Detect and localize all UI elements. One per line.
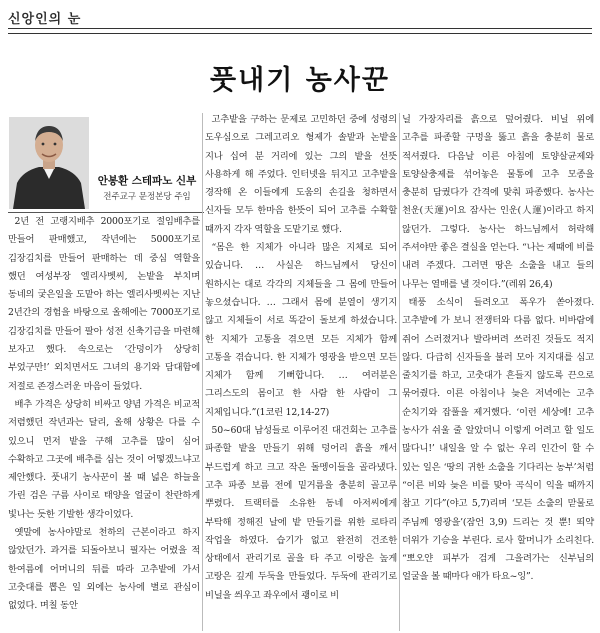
section-label: 신앙인의 눈 <box>8 12 82 27</box>
author-name: 안봉환 스테파노 신부 <box>97 175 197 187</box>
article-headline: 풋내기 농사꾼 <box>210 65 390 96</box>
article-column-3 <box>402 111 594 631</box>
paragraph: 배추 가격은 상당히 비싸고 양념 가격은 비교적 저렴했던 작년과는 달리, 올해 상황은 다를 수 있으니 먼저 밭을 구해 고추를 많이 심어 수확하고 그곳에 배추를 심는 것이 어떻겠느냐고 제안했다. 풋내기 농사꾼이 볼 때 넓은 하늘을 가린 검은 구름 사이로 태양을 얼굴이 찬란하게 빛나는 듯한 기발한 생각이었다. <box>8 398 200 520</box>
author-photo <box>9 117 89 209</box>
paragraph: 고추밭을 구하는 문제로 고민하던 중에 성령의 도우심으로 그레고리오 형제가 솔밭과 논밭을 지나 십여 분 거리에 있는 그의 밭을 선뜻 사용하게 해 주었다. 인터넷을 뒤지고 고추밭을 경작해 온 이들에게 도움의 손길을 청하면서 신자들 모두 한마음 한뜻이 되어 고추를 수확할 때까지 각자 역할을 도맡기로 했다. <box>205 114 397 235</box>
header-rule <box>8 28 592 34</box>
author-title: 전주교구 문정본당 주임 <box>103 192 191 202</box>
paragraph: 옛말에 농사야말로 천하의 근본이라고 하지 않았던가. 과거를 되돌아보니 필자는 어렸을 적 한여름에 어머니의 뒤를 따라 고추밭에 가서 고춧대를 뽑은 일 외에는 농사에 별로 관심이 없었다. 며칠 동안 <box>8 527 200 612</box>
paragraph: 50~60대 남성들로 이루어진 대건회는 고추를 파종할 밭을 만들기 위해 덩어리 흙을 깨서 부드럽게 하고 크고 작은 돌멩이들을 골라냈다. 고추 파종 보름 전에 밑거름을 충분히 골고루 뿌렸다. 트랙터를 소유한 동네 아저씨에게 부탁해 정해진 날에 밭 만들기를 위한 로타리 작업을 하였다. 습기가 없고 완전히 건조한 상태에서 관리기로 골을 타 주고 이랑은 높게 고랑은 깊게 두둑을 만들었다. 두둑에 관리기로 비닐을 씌우고 좌우에서 괭이로 비 <box>205 425 397 601</box>
paragraph: “몸은 한 지체가 아니라 많은 지체로 되어 있습니다. … 사실은 하느님께서 당신이 원하시는 대로 각각의 지체들을 그 몸에 만들어 놓으셨습니다. … 그래서 몸에 분열이 생기지 않고 지체들이 서로 똑같이 돌보게 하셨습니다. 한 지체가 고통을 겪으면 모든 지체가 함께 고통을 겪습니다. 한 지체가 영광을 받으면 모든 지체가 함께 기뻐합니다. … 여러분은 그리스도의 몸이고 한 사람 한 사람이 그 지체입니다.”(1코린 12,14-27) <box>205 242 397 418</box>
article-column-2 <box>205 111 397 631</box>
column-divider <box>399 113 400 631</box>
paragraph: 닐 가장자리를 흙으로 덮어줬다. 비닐 위에 고추를 파종할 구멍을 뚫고 흙을 충분히 물로 적셔줬다. 다음날 이른 아침에 토양살균제와 토양살충제를 섞어놓은 물통에 고추 모종을 충분히 담궜다가 간격에 맞춰 파종했다. 농사는 천운(天運)이요 잠사는 인운(人運)이라고 하지 않던가. 그렇다. 농사는 하느님께서 허락해 주셔야만 좋은 결실을 얻는다. “나는 제때에 비를 내려 주겠다. 그러면 땅은 소출을 내고 들의 나무는 열매를 낼 것이다.”(레위 26,4) <box>402 114 594 290</box>
column-divider <box>202 113 203 631</box>
article-column-1 <box>8 213 200 631</box>
paragraph: 태풍 소식이 들려오고 폭우가 쏟아졌다. 고추밭에 가 보니 전쟁터와 다름 없다. 비바람에 쥐어 스러졌거나 발라버려 쓰러진 것들도 적지 않다. 다급히 신자들을 불러 모아 지지대를 심고 줄치기를 하고, 고춧대가 흔들지 않도록 끈으로 묶어줬다. 이른 아침이나 늦은 저녁에는 고추 순치기와 잡풀을 제거했다. ‘이런 세상에! 고추 농사가 쉬울 줄 알았더니 이렇게 어려고 할 일도 많다니!’ 내일을 알 수 없는 우리 인간이 할 수 있는 일은 ‘땅의 귀한 소출을 기다리는 농부’처럼 “이른 비와 늦은 비를 맞아 곡식이 익을 때까지 참고 기다”(야고 5,7)리며 ‘모든 소출의 맏물로 주님께 영광을’(잠언 3,9) 드리는 것 뿐! 뙤약 더위가 기승을 부린다. 로사 할머니가 소리친다. “뽀오얀 피부가 검게 그을려가는 신부님의 얼굴을 볼 때마다 애가 타요~잉”. <box>402 296 594 583</box>
paragraph: 2년 전 고랭지배추 2000포기로 절임배추를 만들어 판매했고, 작년에는 5000포기로 김장김치를 만들어 판매하는 데 중심 역할을 했던 여성부장 엘리사벳씨, 논밭을 부치며 동네의 궂은일을 도맡아 하는 엘리사벳씨는 지난 2년간의 경험을 바탕으로 올해에는 7000포기로 김장김치를 만들어 팔아 성전 신축기금을 마련해 보자고 했다. 속으로는 ‘간덩이가 상당히 부었구만!’ 외치면서도 그녀의 용기와 담대함에 저절로 존경스러운 마음이 들었다. <box>8 216 200 392</box>
